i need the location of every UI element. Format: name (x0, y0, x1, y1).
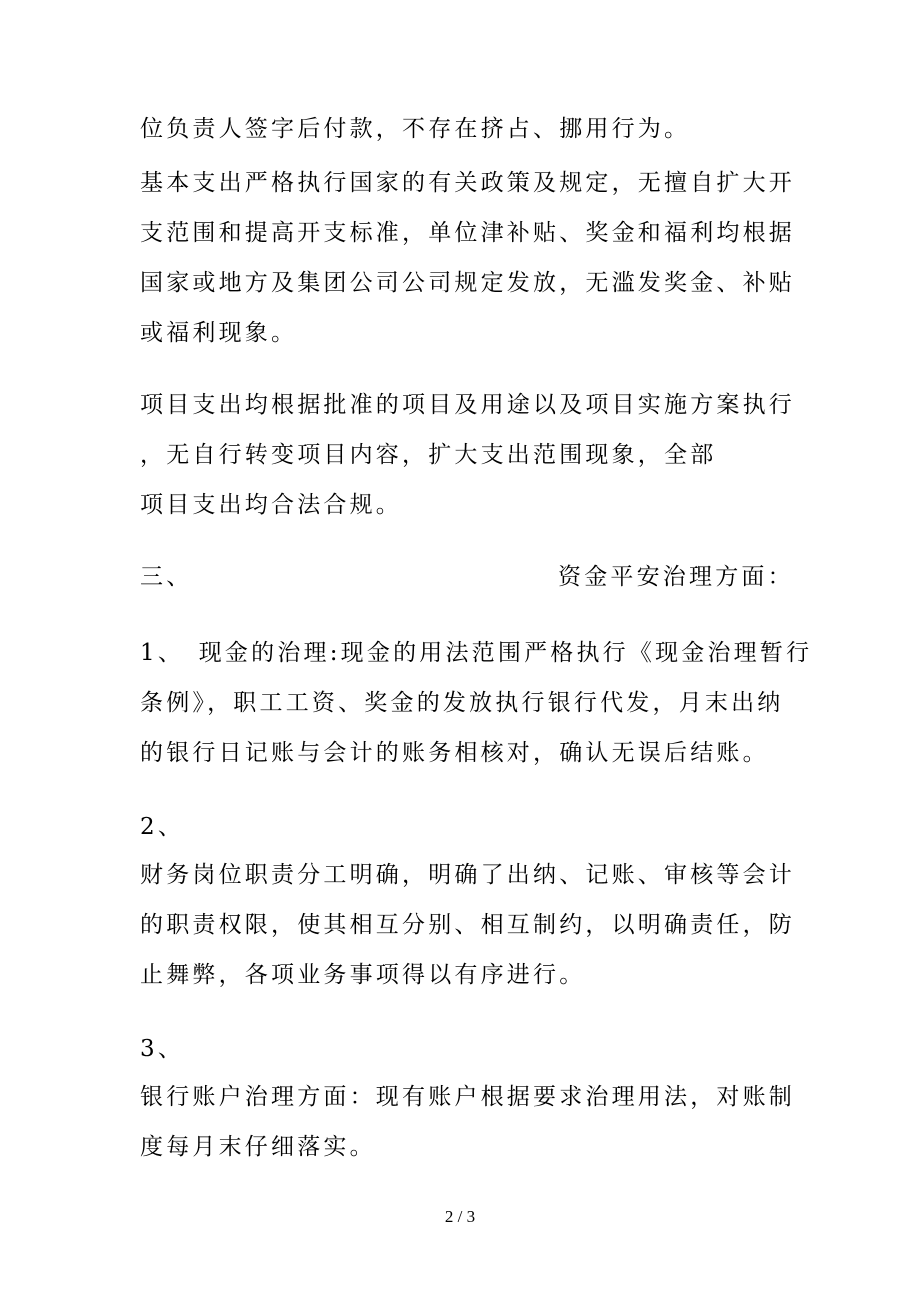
text-line: 1、 现金的治理:现金的用法范围严格执行《现金治理暂行 (140, 640, 813, 666)
text-line: 止舞弊，各项业务事项得以有序进行。 (140, 962, 586, 988)
text-line: 或福利现象。 (140, 320, 298, 346)
text-line: 度每月末仔细落实。 (140, 1134, 376, 1160)
text-line: 条例》，职工工资、奖金的发放执行银行代发，月末出纳 (140, 690, 784, 716)
item-number: 3、 (140, 1036, 185, 1062)
page-number: 2 / 3 (444, 1207, 476, 1226)
text-line: 基本支出严格执行国家的有关政策及规定，无擅自扩大开 (140, 170, 795, 196)
text-line: 支范围和提高开支标准，单位津补贴、奖金和福利均根据 (140, 220, 795, 246)
section-number: 三、 (140, 564, 193, 590)
text-line: 国家或地方及集团公司公司规定发放，无滥发奖金、补贴 (140, 270, 795, 296)
text-line: 的银行日记账与会计的账务相核对，确认无误后结账。 (140, 740, 769, 766)
text-line: 的职责权限，使其相互分别、相互制约，以明确责任，防 (140, 912, 795, 938)
text-line: 项目支出均合法合规。 (140, 492, 402, 518)
text-line: 财务岗位职责分工明确，明确了出纳、记账、审核等会计 (140, 862, 795, 888)
item-number: 2、 (140, 814, 185, 840)
text-line: ，无自行转变项目内容，扩大支出范围现象，全部 (140, 442, 717, 468)
text-line: 位负责人签字后付款，不存在挤占、挪用行为。 (140, 116, 691, 142)
text-line: 项目支出均根据批准的项目及用途以及项目实施方案执行 (140, 392, 795, 418)
text-line: 银行账户治理方面：现有账户根据要求治理用法，对账制 (140, 1084, 795, 1110)
section-title: 资金平安治理方面： (558, 564, 794, 590)
